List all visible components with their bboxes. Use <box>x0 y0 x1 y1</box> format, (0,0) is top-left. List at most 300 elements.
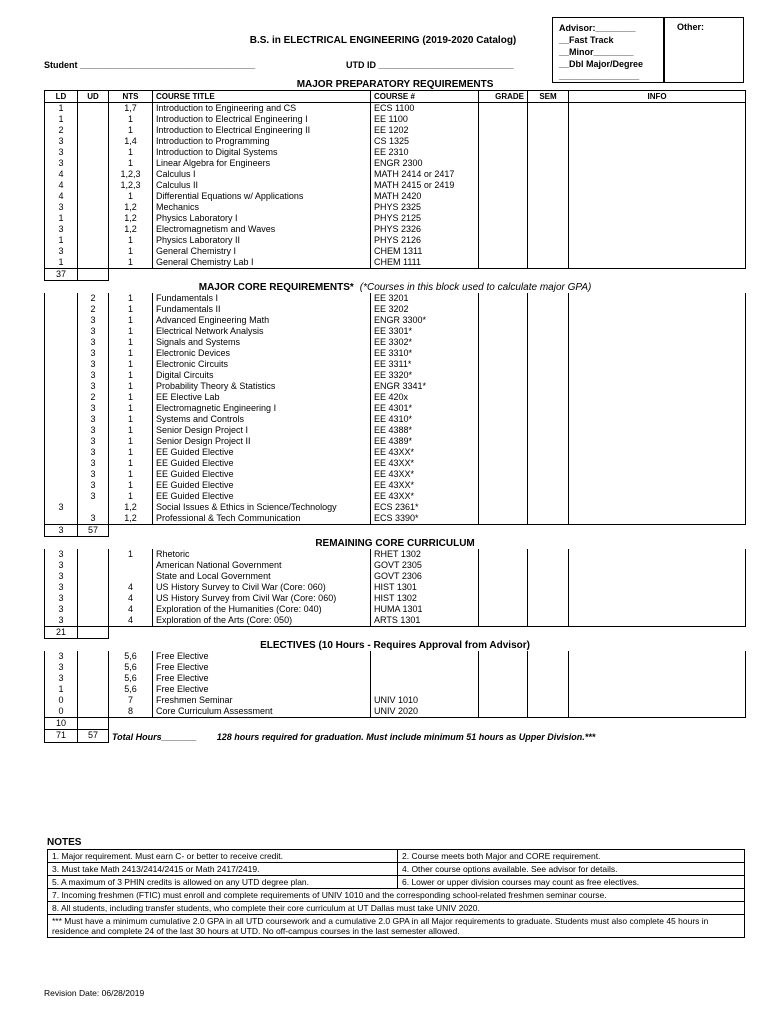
course-row <box>45 370 746 381</box>
info-cell[interactable] <box>569 224 746 235</box>
course-number: CS 1325 <box>371 136 479 147</box>
semester-cell[interactable] <box>528 359 569 370</box>
ud-hours: 3 <box>78 337 109 348</box>
info-cell[interactable] <box>569 480 746 491</box>
semester-cell[interactable] <box>528 480 569 491</box>
semester-cell[interactable] <box>528 348 569 359</box>
grade-cell[interactable] <box>479 202 528 213</box>
ud-total <box>78 627 109 639</box>
semester-cell[interactable] <box>528 235 569 246</box>
grade-cell[interactable] <box>479 615 528 627</box>
grade-cell[interactable] <box>479 246 528 257</box>
ud-hours <box>78 695 109 706</box>
grade-cell[interactable] <box>479 447 528 458</box>
ld-hours: 3 <box>45 560 78 571</box>
fast-track-option[interactable]: __Fast Track <box>559 35 614 45</box>
info-cell[interactable] <box>569 469 746 480</box>
course-number: RHET 1302 <box>371 549 479 560</box>
info-cell[interactable] <box>569 359 746 370</box>
grade-cell[interactable] <box>479 458 528 469</box>
semester-cell[interactable] <box>528 180 569 191</box>
course-number <box>371 651 479 662</box>
ud-hours <box>78 136 109 147</box>
ld-hours <box>45 370 78 381</box>
ld-hours: 3 <box>45 593 78 604</box>
ld-hours: 1 <box>45 114 78 125</box>
info-cell[interactable] <box>569 370 746 381</box>
course-title: EE Guided Elective <box>153 491 371 502</box>
ud-hours <box>78 549 109 560</box>
revision-date: Revision Date: 06/28/2019 <box>44 988 145 998</box>
semester-cell[interactable] <box>528 469 569 480</box>
ud-hours <box>78 180 109 191</box>
semester-cell[interactable] <box>528 326 569 337</box>
utd-id-field[interactable]: UTD ID ___________________________ <box>346 60 514 70</box>
semester-cell[interactable] <box>528 246 569 257</box>
semester-cell[interactable] <box>528 695 569 706</box>
semester-cell[interactable] <box>528 662 569 673</box>
info-cell[interactable] <box>569 235 746 246</box>
grade-cell[interactable] <box>479 549 528 560</box>
ud-total <box>78 718 109 730</box>
info-cell[interactable] <box>569 549 746 560</box>
semester-cell[interactable] <box>528 370 569 381</box>
course-number: EE 43XX* <box>371 458 479 469</box>
notes-ref: 1 <box>109 469 153 480</box>
grade-cell[interactable] <box>479 392 528 403</box>
semester-cell[interactable] <box>528 673 569 684</box>
course-row <box>45 414 746 425</box>
ud-hours <box>78 191 109 202</box>
semester-cell[interactable] <box>528 293 569 304</box>
grade-cell[interactable] <box>479 571 528 582</box>
info-cell[interactable] <box>569 695 746 706</box>
info-cell[interactable] <box>569 246 746 257</box>
info-cell[interactable] <box>569 662 746 673</box>
course-number: PHYS 2125 <box>371 213 479 224</box>
grade-cell[interactable] <box>479 706 528 718</box>
grade-cell[interactable] <box>479 337 528 348</box>
course-row <box>45 235 746 246</box>
info-cell[interactable] <box>569 348 746 359</box>
course-number: ARTS 1301 <box>371 615 479 627</box>
ud-hours: 3 <box>78 469 109 480</box>
ud-hours <box>78 257 109 269</box>
semester-cell[interactable] <box>528 491 569 502</box>
ud-hours <box>78 502 109 513</box>
ld-hours <box>45 447 78 458</box>
grade-cell[interactable] <box>479 304 528 315</box>
semester-cell[interactable] <box>528 447 569 458</box>
semester-cell[interactable] <box>528 381 569 392</box>
semester-cell[interactable] <box>528 136 569 147</box>
semester-cell[interactable] <box>528 593 569 604</box>
semester-cell[interactable] <box>528 403 569 414</box>
course-row <box>45 257 746 269</box>
semester-cell[interactable] <box>528 436 569 447</box>
grade-cell[interactable] <box>479 593 528 604</box>
notes-row <box>48 889 745 902</box>
course-number: MATH 2420 <box>371 191 479 202</box>
info-cell[interactable] <box>569 202 746 213</box>
grade-cell[interactable] <box>479 191 528 202</box>
semester-cell[interactable] <box>528 147 569 158</box>
grade-cell[interactable] <box>479 436 528 447</box>
ld-hours <box>45 293 78 304</box>
grade-cell[interactable] <box>479 651 528 662</box>
note-5: 5. A maximum of 3 PHIN credits is allowed on any UTD degree plan. <box>48 876 398 889</box>
semester-cell[interactable] <box>528 202 569 213</box>
grade-cell[interactable] <box>479 502 528 513</box>
grade-cell[interactable] <box>479 560 528 571</box>
course-title: US History Survey to Civil War (Core: 060) <box>153 582 371 593</box>
ud-hours: 3 <box>78 458 109 469</box>
course-title: Introduction to Electrical Engineering II <box>153 125 371 136</box>
semester-cell[interactable] <box>528 549 569 560</box>
info-cell[interactable] <box>569 604 746 615</box>
notes-ref: 1 <box>109 337 153 348</box>
semester-cell[interactable] <box>528 684 569 695</box>
grade-cell[interactable] <box>479 469 528 480</box>
semester-cell[interactable] <box>528 114 569 125</box>
course-title: US History Survey from Civil War (Core: 060) <box>153 593 371 604</box>
notes-ref: 1 <box>109 114 153 125</box>
course-title: EE Elective Lab <box>153 392 371 403</box>
ud-hours <box>78 582 109 593</box>
notes-ref: 1 <box>109 235 153 246</box>
semester-cell[interactable] <box>528 502 569 513</box>
graduation-requirement-note: 128 hours required for graduation. Must include minimum 51 hours as Upper Division.*** <box>216 731 596 742</box>
info-cell[interactable] <box>569 593 746 604</box>
column-header-ud: UD <box>78 91 109 103</box>
semester-cell[interactable] <box>528 604 569 615</box>
course-row <box>45 246 746 257</box>
grade-cell[interactable] <box>479 381 528 392</box>
course-title: Rhetoric <box>153 549 371 560</box>
course-number: EE 4301* <box>371 403 479 414</box>
semester-cell[interactable] <box>528 651 569 662</box>
course-number: PHYS 2325 <box>371 202 479 213</box>
ld-hours: 1 <box>45 235 78 246</box>
course-row <box>45 392 746 403</box>
notes-ref: 5,6 <box>109 662 153 673</box>
semester-cell[interactable] <box>528 103 569 115</box>
course-number: EE 43XX* <box>371 480 479 491</box>
semester-cell[interactable] <box>528 414 569 425</box>
semester-cell[interactable] <box>528 304 569 315</box>
info-cell[interactable] <box>569 326 746 337</box>
course-row <box>45 213 746 224</box>
ld-hours <box>45 513 78 525</box>
semester-cell[interactable] <box>528 513 569 525</box>
course-row <box>45 293 746 304</box>
course-title: Electronic Circuits <box>153 359 371 370</box>
info-cell[interactable] <box>569 571 746 582</box>
ud-hours <box>78 103 109 115</box>
info-cell[interactable] <box>569 136 746 147</box>
grade-cell[interactable] <box>479 180 528 191</box>
info-cell[interactable] <box>569 651 746 662</box>
ld-hours <box>45 348 78 359</box>
advisor-line[interactable]: Advisor:________ <box>559 23 636 33</box>
column-header-ld: LD <box>45 91 78 103</box>
course-row <box>45 103 746 115</box>
course-title: Calculus II <box>153 180 371 191</box>
ld-hours <box>45 359 78 370</box>
notes-row <box>48 863 745 876</box>
ld-hours: 0 <box>45 706 78 718</box>
course-number: EE 1100 <box>371 114 479 125</box>
ud-hours <box>78 147 109 158</box>
notes-ref: 1 <box>109 315 153 326</box>
notes-ref: 1 <box>109 257 153 269</box>
column-header-info: INFO <box>569 91 746 103</box>
ld-hours <box>45 403 78 414</box>
grade-cell[interactable] <box>479 662 528 673</box>
ld-hours: 3 <box>45 662 78 673</box>
ld-hours: 3 <box>45 549 78 560</box>
dbl-major-option[interactable]: __Dbl Major/Degree <box>559 59 644 69</box>
notes-title: NOTES <box>47 837 82 848</box>
grade-cell[interactable] <box>479 293 528 304</box>
semester-cell[interactable] <box>528 191 569 202</box>
notes-ref: 1 <box>109 403 153 414</box>
semester-cell[interactable] <box>528 425 569 436</box>
degree-plan-table <box>44 78 745 743</box>
info-cell[interactable] <box>569 103 746 115</box>
semester-cell[interactable] <box>528 169 569 180</box>
ld-hours: 4 <box>45 191 78 202</box>
grade-cell[interactable] <box>479 359 528 370</box>
semester-cell[interactable] <box>528 315 569 326</box>
ld-hours: 4 <box>45 169 78 180</box>
ud-hours <box>78 224 109 235</box>
info-cell[interactable] <box>569 315 746 326</box>
course-row <box>45 436 746 447</box>
notes-ref: 7 <box>109 695 153 706</box>
course-row <box>45 502 746 513</box>
ud-hours <box>78 651 109 662</box>
column-header-nts: NTS <box>109 91 153 103</box>
course-row <box>45 604 746 615</box>
ud-hours <box>78 246 109 257</box>
grade-cell[interactable] <box>479 480 528 491</box>
ld-hours <box>45 436 78 447</box>
ud-hours <box>78 235 109 246</box>
course-title: Differential Equations w/ Applications <box>153 191 371 202</box>
notes-ref: 1 <box>109 414 153 425</box>
prep-section-header <box>45 78 746 91</box>
grade-cell[interactable] <box>479 604 528 615</box>
semester-cell[interactable] <box>528 337 569 348</box>
grade-cell[interactable] <box>479 370 528 381</box>
grade-cell[interactable] <box>479 103 528 115</box>
info-cell[interactable] <box>569 147 746 158</box>
info-cell[interactable] <box>569 125 746 136</box>
info-cell[interactable] <box>569 180 746 191</box>
note-4: 4. Other course options available. See advisor for details. <box>398 863 745 876</box>
course-title: EE Guided Elective <box>153 458 371 469</box>
ld-hours: 3 <box>45 202 78 213</box>
grade-cell[interactable] <box>479 348 528 359</box>
semester-cell[interactable] <box>528 458 569 469</box>
course-title: Signals and Systems <box>153 337 371 348</box>
grade-cell[interactable] <box>479 315 528 326</box>
semester-cell[interactable] <box>528 706 569 718</box>
info-cell[interactable] <box>569 458 746 469</box>
grade-cell[interactable] <box>479 147 528 158</box>
info-cell[interactable] <box>569 673 746 684</box>
grade-cell[interactable] <box>479 235 528 246</box>
info-cell[interactable] <box>569 684 746 695</box>
grade-cell[interactable] <box>479 513 528 525</box>
ld-hours <box>45 304 78 315</box>
semester-cell[interactable] <box>528 582 569 593</box>
course-title: Physics Laboratory I <box>153 213 371 224</box>
student-field[interactable]: Student ___________________________________ <box>44 60 256 70</box>
grade-cell[interactable] <box>479 425 528 436</box>
grade-cell[interactable] <box>479 403 528 414</box>
column-header-row <box>45 91 746 103</box>
course-row <box>45 673 746 684</box>
info-cell[interactable] <box>569 447 746 458</box>
notes-ref: 5,6 <box>109 673 153 684</box>
info-cell[interactable] <box>569 293 746 304</box>
info-cell[interactable] <box>569 425 746 436</box>
course-row <box>45 513 746 525</box>
info-cell[interactable] <box>569 158 746 169</box>
notes-ref: 1,2,3 <box>109 180 153 191</box>
course-row <box>45 458 746 469</box>
course-title: Introduction to Engineering and CS <box>153 103 371 115</box>
grade-cell[interactable] <box>479 491 528 502</box>
minor-option[interactable]: __Minor________ <box>559 47 634 57</box>
ud-hours <box>78 202 109 213</box>
info-cell[interactable] <box>569 304 746 315</box>
info-cell[interactable] <box>569 491 746 502</box>
info-cell[interactable] <box>569 436 746 447</box>
course-title: General Chemistry I <box>153 246 371 257</box>
ld-total: 37 <box>45 269 78 281</box>
course-title: Introduction to Programming <box>153 136 371 147</box>
core-section-title: MAJOR CORE REQUIREMENTS* <box>198 282 354 293</box>
course-number: MATH 2415 or 2419 <box>371 180 479 191</box>
semester-cell[interactable] <box>528 213 569 224</box>
info-cell[interactable] <box>569 257 746 269</box>
info-cell[interactable] <box>569 337 746 348</box>
course-row <box>45 403 746 414</box>
grade-cell[interactable] <box>479 213 528 224</box>
course-title: Electromagnetic Engineering I <box>153 403 371 414</box>
grand-total-ld: 71 <box>45 730 78 743</box>
notes-row <box>48 876 745 889</box>
total-hours-label[interactable]: Total Hours_______ <box>112 731 197 742</box>
info-cell[interactable] <box>569 169 746 180</box>
course-number: GOVT 2305 <box>371 560 479 571</box>
note-graduation: *** Must have a minimum cumulative 2.0 GPA in all UTD coursework and a cumulative 2.0 GPA in all Major requirements to graduate. Students must also complete 45 hours in residence and complete 24 of the last 30 hours at UTD. No off-campus courses in the last semester allowed. <box>48 915 745 938</box>
info-cell[interactable] <box>569 706 746 718</box>
ld-hours <box>45 425 78 436</box>
info-cell[interactable] <box>569 513 746 525</box>
info-cell[interactable] <box>569 213 746 224</box>
remaining-section-title: REMAINING CORE CURRICULUM <box>315 538 475 549</box>
course-number: ENGR 3341* <box>371 381 479 392</box>
grade-cell[interactable] <box>479 114 528 125</box>
semester-cell[interactable] <box>528 615 569 627</box>
course-grid <box>44 78 746 743</box>
blank-line[interactable]: ________________ <box>559 71 640 81</box>
course-number <box>371 684 479 695</box>
info-cell[interactable] <box>569 114 746 125</box>
course-number: EE 3202 <box>371 304 479 315</box>
grade-cell[interactable] <box>479 169 528 180</box>
electives-section-header <box>45 639 746 652</box>
grade-cell[interactable] <box>479 158 528 169</box>
info-cell[interactable] <box>569 414 746 425</box>
semester-cell[interactable] <box>528 125 569 136</box>
other-box[interactable] <box>664 17 744 83</box>
semester-cell[interactable] <box>528 257 569 269</box>
grade-cell[interactable] <box>479 684 528 695</box>
notes-ref: 4 <box>109 604 153 615</box>
course-number: EE 2310 <box>371 147 479 158</box>
course-title: Free Elective <box>153 651 371 662</box>
note-2: 2. Course meets both Major and CORE requirement. <box>398 850 745 863</box>
semester-cell[interactable] <box>528 158 569 169</box>
other-label: Other: <box>677 22 704 32</box>
info-cell[interactable] <box>569 582 746 593</box>
grade-cell[interactable] <box>479 257 528 269</box>
info-cell[interactable] <box>569 381 746 392</box>
course-number: EE 3201 <box>371 293 479 304</box>
course-number: EE 4389* <box>371 436 479 447</box>
grade-cell[interactable] <box>479 414 528 425</box>
grade-cell[interactable] <box>479 224 528 235</box>
notes-ref: 1,2 <box>109 224 153 235</box>
notes-ref: 1 <box>109 370 153 381</box>
grade-cell[interactable] <box>479 125 528 136</box>
ud-hours <box>78 673 109 684</box>
ud-total <box>78 269 109 281</box>
semester-cell[interactable] <box>528 571 569 582</box>
ld-hours <box>45 315 78 326</box>
info-cell[interactable] <box>569 502 746 513</box>
grade-cell[interactable] <box>479 326 528 337</box>
semester-cell[interactable] <box>528 224 569 235</box>
semester-cell[interactable] <box>528 392 569 403</box>
grade-cell[interactable] <box>479 136 528 147</box>
course-row <box>45 180 746 191</box>
ld-hours: 2 <box>45 125 78 136</box>
note-6: 6. Lower or upper division courses may count as free electives. <box>398 876 745 889</box>
info-cell[interactable] <box>569 392 746 403</box>
ud-hours: 3 <box>78 436 109 447</box>
column-header-sem: SEM <box>528 91 569 103</box>
grade-cell[interactable] <box>479 673 528 684</box>
info-cell[interactable] <box>569 560 746 571</box>
info-cell[interactable] <box>569 191 746 202</box>
ud-hours <box>78 560 109 571</box>
info-cell[interactable] <box>569 403 746 414</box>
notes-ref: 1 <box>109 246 153 257</box>
notes-ref: 1 <box>109 158 153 169</box>
info-cell[interactable] <box>569 615 746 627</box>
grade-cell[interactable] <box>479 582 528 593</box>
ld-hours <box>45 458 78 469</box>
grade-cell[interactable] <box>479 695 528 706</box>
semester-cell[interactable] <box>528 560 569 571</box>
course-number: EE 43XX* <box>371 469 479 480</box>
